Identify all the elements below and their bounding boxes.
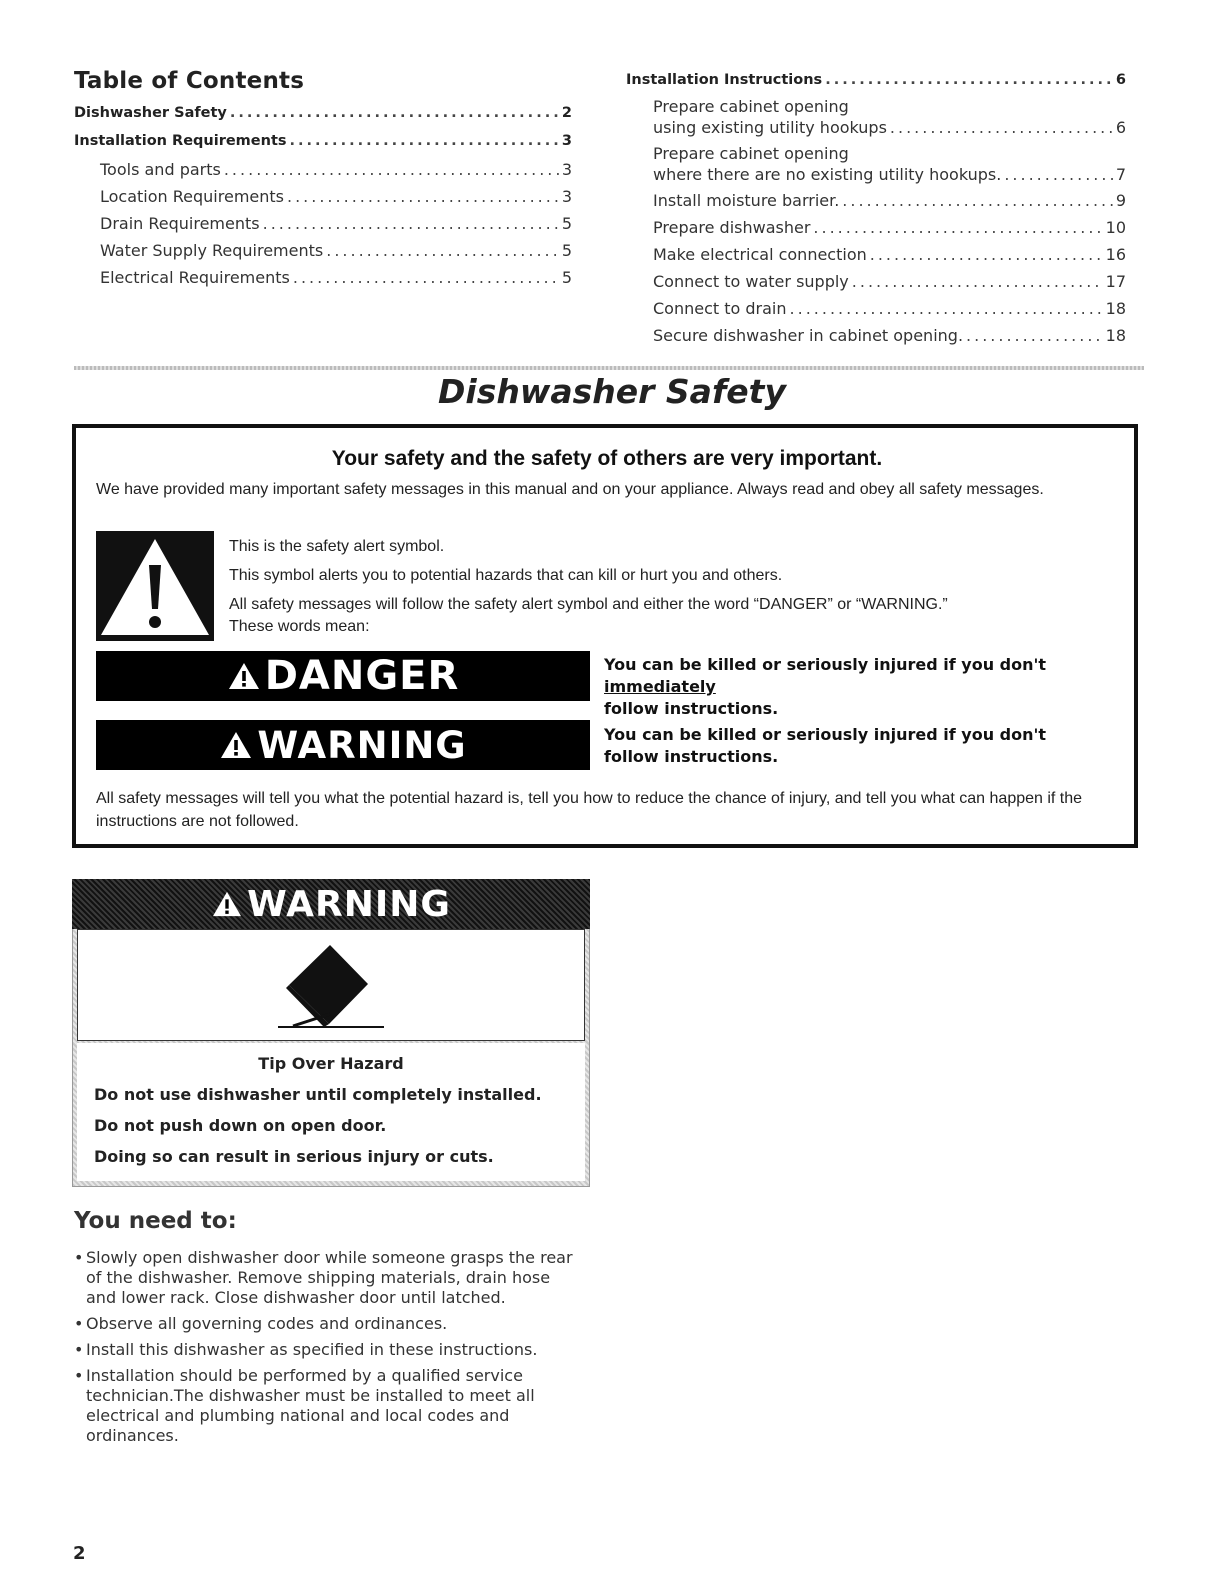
toc-entry[interactable]: Installation Requirements ..... 3 (74, 133, 572, 149)
alert-line: All safety messages will follow the safety alert symbol and either the word “DANGER” or “WARNING.” (229, 596, 948, 613)
you-need-title: You need to: (74, 1208, 237, 1234)
toc-entry[interactable]: Tools and parts ..... 3 (100, 160, 572, 179)
toc-entry[interactable]: Make electrical connection ..... 16 (653, 245, 1126, 264)
warning-triangle-icon (219, 730, 253, 760)
danger-signal-bar (96, 651, 590, 701)
list-item: • Observe all governing codes and ordinances. (74, 1314, 579, 1334)
danger-emphasis: immediately (604, 677, 716, 696)
warning-triangle-icon (227, 661, 261, 691)
tip-over-warning-label: WARNING (247, 883, 451, 925)
section-title: Dishwasher Safety (438, 372, 786, 411)
safety-outro: All safety messages will tell you what the potential hazard is, tell you how to reduce the chance of injury, and tell you what can happen if the instructions are not followed. (96, 790, 1083, 830)
toc-entry[interactable]: Secure dishwasher in cabinet opening. ..... 18 (653, 326, 1126, 345)
tip-over-pictogram (77, 929, 585, 1041)
hazard-line: Doing so can result in serious injury or cuts. (94, 1147, 494, 1166)
danger-text: You can be killed or seriously injured if you don't immediately follow instructions. (604, 655, 1047, 718)
toc-entry[interactable]: Dishwasher Safety ..... 2 (74, 105, 572, 121)
tip-over-warning-header (72, 879, 590, 929)
list-item: • Install this dishwasher as specified in these instructions. (74, 1340, 579, 1360)
warning-signal-bar (96, 720, 590, 770)
toc-entry[interactable]: Install moisture barrier. ..... 9 (653, 191, 1126, 210)
tip-over-icon (78, 930, 586, 1042)
warning-label: WARNING (257, 723, 467, 767)
hazard-line: Do not use dishwasher until completely installed. (94, 1085, 542, 1104)
toc-entry[interactable]: Drain Requirements ..... 5 (100, 214, 572, 233)
safety-alert-icon (96, 531, 214, 641)
toc-entry[interactable]: Connect to water supply ..... 17 (653, 272, 1126, 291)
safety-intro: We have provided many important safety messages in this manual and on your appliance. Always read and obey all safety messages. (96, 481, 1044, 498)
alert-line: These words mean: (229, 618, 370, 635)
list-item: • Installation should be performed by a qualified service technician.The dishwasher must be installed to meet all electrical and plumbing national and local codes and ordinances. (74, 1366, 579, 1446)
safety-heading: Your safety and the safety of others are very important. (331, 447, 883, 470)
toc-entry[interactable]: Water Supply Requirements ..... 5 (100, 241, 572, 260)
danger-label: DANGER (264, 653, 460, 699)
toc-entry[interactable]: Installation Instructions ..... 6 (626, 72, 1126, 88)
hazard-line: Do not push down on open door. (94, 1116, 387, 1135)
hazard-title: Tip Over Hazard (258, 1054, 404, 1073)
warning-triangle-icon (211, 890, 243, 918)
alert-line: This symbol alerts you to potential hazards that can kill or hurt you and others. (229, 567, 783, 584)
toc-entry[interactable]: Electrical Requirements ..... 5 (100, 268, 572, 287)
section-divider (74, 366, 1144, 370)
alert-line: This is the safety alert symbol. (229, 538, 445, 555)
toc-title: Table of Contents (74, 68, 305, 94)
toc-entry-line: Prepare cabinet opening (653, 97, 849, 116)
toc-entry[interactable]: Prepare dishwasher ..... 10 (653, 218, 1126, 237)
warning-text: You can be killed or seriously injured if you don't follow instructions. (604, 725, 1047, 766)
page-number: 2 (73, 1543, 86, 1564)
toc-entry[interactable]: Location Requirements ..... 3 (100, 187, 572, 206)
toc-entry[interactable]: Connect to drain ..... 18 (653, 299, 1126, 318)
toc-entry-line: Prepare cabinet opening (653, 144, 849, 163)
toc-entry[interactable]: using existing utility hookups ..... 6 (653, 118, 1126, 137)
toc-entry[interactable]: where there are no existing utility hookups. ..... 7 (653, 165, 1126, 184)
you-need-list (74, 1248, 579, 1452)
list-item: • Slowly open dishwasher door while someone grasps the rear of the dishwasher. Remove shipping materials, drain hose and lower rack. Close dishwasher door until latched. (74, 1248, 579, 1308)
